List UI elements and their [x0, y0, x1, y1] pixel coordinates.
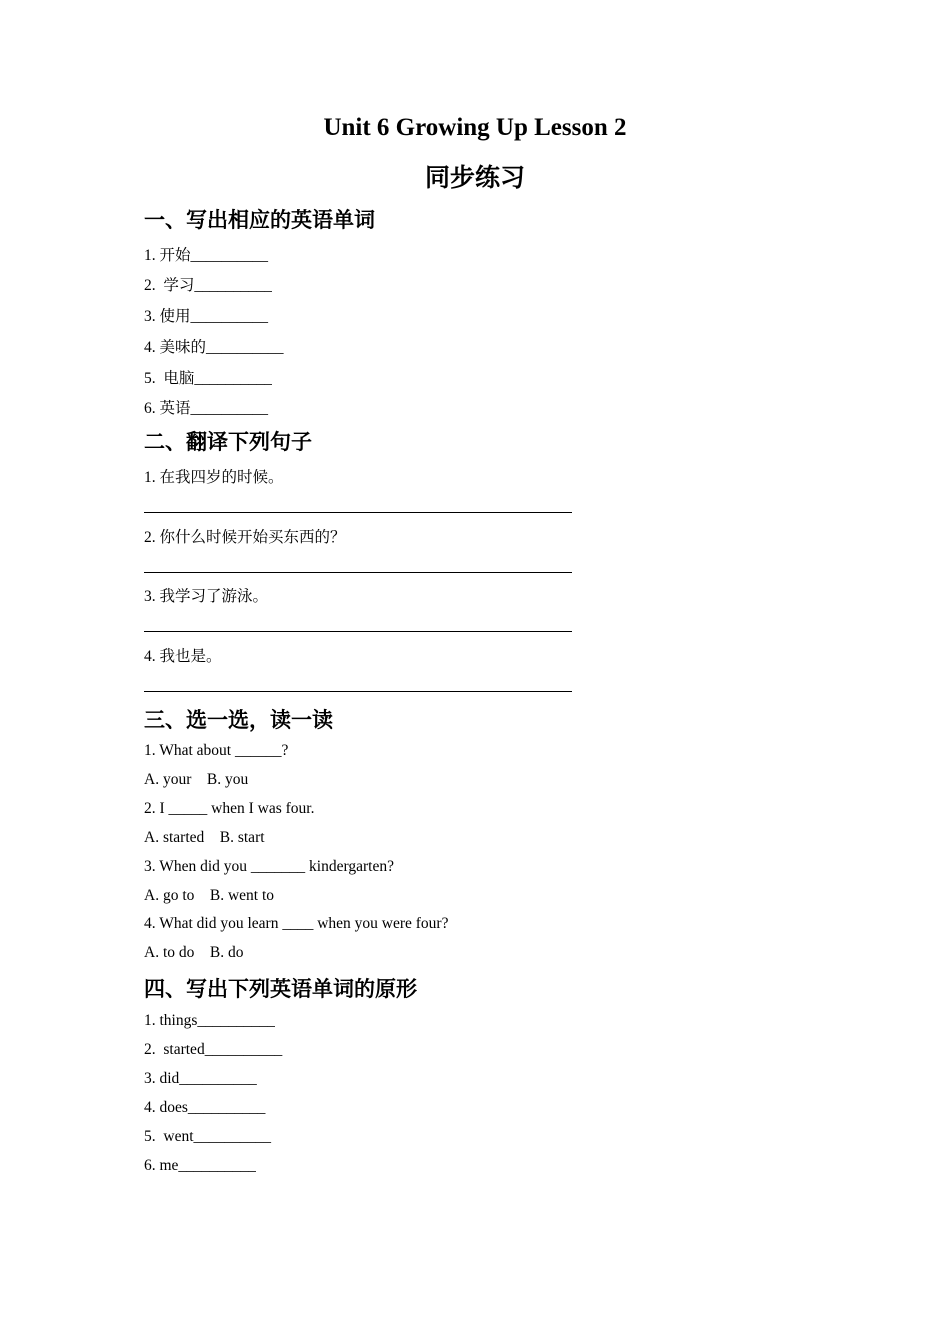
question-line: 1. What about ______?: [144, 742, 289, 759]
section1-item: 6. 英语__________: [144, 400, 269, 417]
answer-line: [144, 512, 572, 513]
question-line: 2. I _____ when I was four.: [144, 800, 315, 817]
section1-item: 5. 电脑__________: [144, 370, 272, 387]
options-line: A. started B. start: [144, 829, 265, 846]
section2-item: 2. 你什么时候开始买东西的？: [144, 529, 346, 546]
section4-item: 1. things__________: [144, 1012, 275, 1029]
section2-item: 1. 在我四岁的时候。: [144, 469, 284, 486]
section2-item: 4. 我也是。: [144, 648, 222, 665]
options-line: A. go to B. went to: [144, 887, 275, 904]
answer-line: [144, 572, 572, 573]
page-subtitle: 同步练习: [424, 163, 525, 192]
page-title: Unit 6 Growing Up Lesson 2: [323, 114, 627, 141]
section3-heading: 三、选一选，读一读: [144, 708, 333, 732]
section1-heading: 一、写出相应的英语单词: [144, 208, 375, 232]
section4-item: 5. went__________: [144, 1128, 272, 1145]
section4-item: 4. does__________: [144, 1099, 266, 1116]
answer-line: [144, 631, 572, 632]
section1-item: 4. 美味的__________: [144, 339, 284, 356]
question-line: 3. When did you _______ kindergarten?: [144, 858, 394, 875]
question-line: 4. What did you learn ____ when you were four?: [144, 915, 449, 932]
section2-heading: 二、翻译下列句子: [144, 430, 312, 454]
section1-item: 2. 学习__________: [144, 277, 272, 294]
section4-item: 2. started__________: [144, 1041, 283, 1058]
section2-item: 3. 我学习了游泳。: [144, 588, 269, 605]
answer-line: [144, 691, 572, 692]
options-line: A. to do B. do: [144, 944, 244, 961]
section1-item: 3. 使用__________: [144, 308, 269, 325]
section4-item: 6. me__________: [144, 1157, 256, 1174]
section4-item: 3. did__________: [144, 1070, 257, 1087]
options-line: A. your B. you: [144, 771, 249, 788]
section4-heading: 四、写出下列英语单词的原形: [144, 977, 417, 1001]
section1-item: 1. 开始__________: [144, 247, 269, 264]
